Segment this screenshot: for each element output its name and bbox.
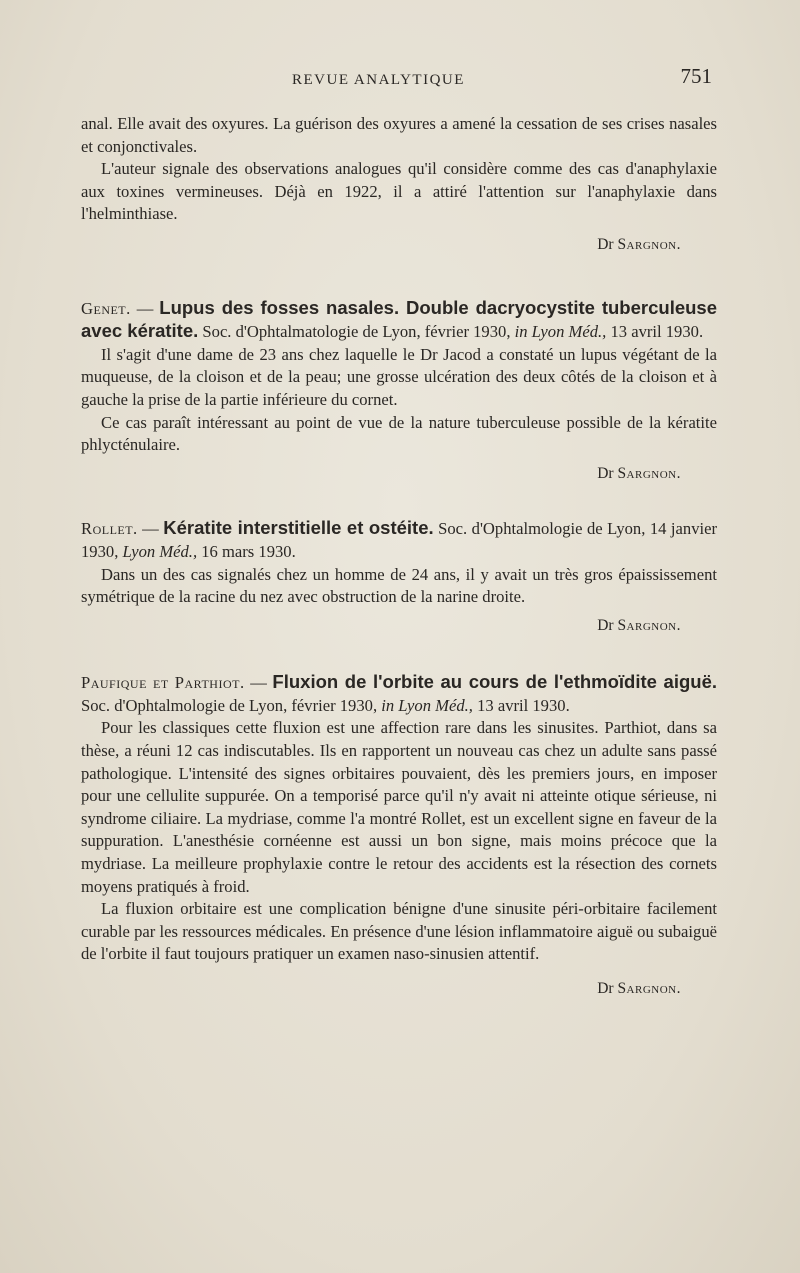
- entry-authors: Genet.: [81, 298, 131, 318]
- review-entry: [81, 517, 717, 637]
- entry-authors: Rollet.: [81, 519, 138, 539]
- entry-title: Kératite interstitielle et ostéite.: [163, 517, 434, 539]
- signature: [81, 463, 717, 486]
- entry-authors: Paufique et Parthiot.: [81, 673, 245, 693]
- signature: [81, 615, 717, 638]
- paragraph: Il s'agit d'une dame de 23 ans chez laquelle le Dr Jacod a constaté un lupus végétant de la muqueuse, de la cloison et de la peau; une grosse ulcération des deux côtés de la cloison et à gauche la prise de la partie inférieure du cornet.: [81, 344, 717, 409]
- review-entry: [81, 671, 717, 1000]
- entry-title: Lupus des fosses nasales. Double dacryocystite tuberculeuse avec kératite.: [81, 296, 717, 342]
- entry-heading: [81, 517, 717, 563]
- signature: [81, 978, 717, 1001]
- paragraph: Pour les classiques cette fluxion est une affection rare dans les sinusites. Parthiot, dans sa thèse, a réuni 12 cas indiscutables. Ils en rapportent un nouveau cas chez un adulte sans passé pathologique. L'intensité des signes orbitaires pouvaient, dès les premiers jours, en imposer pour une cellulite suppurée. On a temporisé parce qu'il n'y avait ni atteinte otique sérieuse, ni syndrome ciliaire. La mydriase, comme l'a montré Rollet, est un excellent signe en faveur de la suppuration. L'anesthésie cornéenne est aussi un bon signe, mais moins précoce que la mydriase. La meilleure prophylaxie contre le retour des accidents est la résection des cornets moyens pratiqués à froid.: [81, 718, 717, 896]
- signature-name: Sargnon.: [617, 980, 681, 997]
- signature-prefix: Dr: [597, 235, 614, 253]
- paragraph: Ce cas paraît intéressant au point de vue de la nature tuberculeuse possible de la kératite phlycténulaire.: [81, 412, 717, 455]
- review-entry: [81, 297, 717, 486]
- paragraph: anal. Elle avait des oxyures. La guérison des oxyures a amené la cessation de ses crises nasales et conjonctivales.: [81, 114, 717, 156]
- paragraph: Dans un des cas signalés chez un homme de 24 ans, il y avait un très gros épaississement symétrique de la racine du nez avec obstruction de la narine droite.: [81, 564, 717, 607]
- entry-source: Soc. d'Ophtalmologie de Lyon, 14 janvier 1930,: [81, 519, 717, 561]
- entry-dash: —: [137, 519, 164, 539]
- running-head: REVUE ANALYTIQUE: [292, 72, 465, 88]
- intro-section: [81, 113, 717, 257]
- signature: [81, 234, 717, 257]
- entry-source: Soc. d'Ophtalmologie de Lyon, février 1930,: [81, 695, 382, 715]
- entry-date: 16 mars 1930.: [197, 541, 296, 561]
- entry-journal: Lyon Méd.,: [122, 541, 198, 561]
- entry-heading: [81, 297, 717, 344]
- signature-prefix: Dr: [597, 464, 614, 482]
- signature-name: Sargnon.: [617, 235, 681, 253]
- entry-journal: in Lyon Méd.,: [514, 322, 607, 342]
- entry-title: Fluxion de l'orbite au cours de l'ethmoïdite aiguë.: [272, 671, 718, 693]
- entry-source: Soc. d'Ophtalmatologie de Lyon, février 1930,: [198, 322, 515, 342]
- entry-journal: in Lyon Méd.,: [381, 695, 473, 715]
- entry-dash: —: [130, 298, 160, 318]
- signature-prefix: Dr: [597, 980, 614, 997]
- entry-heading: [81, 671, 717, 717]
- entry-dash: —: [244, 673, 273, 693]
- entry-date: 13 avril 1930.: [606, 322, 704, 342]
- signature-prefix: Dr: [597, 616, 614, 634]
- page-number: 751: [680, 64, 712, 88]
- page-body: [81, 113, 717, 1001]
- page-header: [80, 62, 720, 92]
- signature-name: Sargnon.: [617, 616, 681, 634]
- paragraph: La fluxion orbitaire est une complication bénigne d'une sinusite péri-orbitaire facilement curable par les ressources médicales. En présence d'une lésion inflammatoire aiguë ou subaiguë de l'orbite il faut toujours pratiquer un examen naso-sinusien attentif.: [81, 899, 717, 964]
- paragraph: L'auteur signale des observations analogues qu'il considère comme des cas d'anaphylaxie aux toxines vermineuses. Déjà en 1922, il a attiré l'attention sur l'anaphylaxie dans l'helminthiase.: [81, 159, 717, 224]
- entry-date: 13 avril 1930.: [472, 695, 570, 715]
- signature-name: Sargnon.: [617, 464, 681, 482]
